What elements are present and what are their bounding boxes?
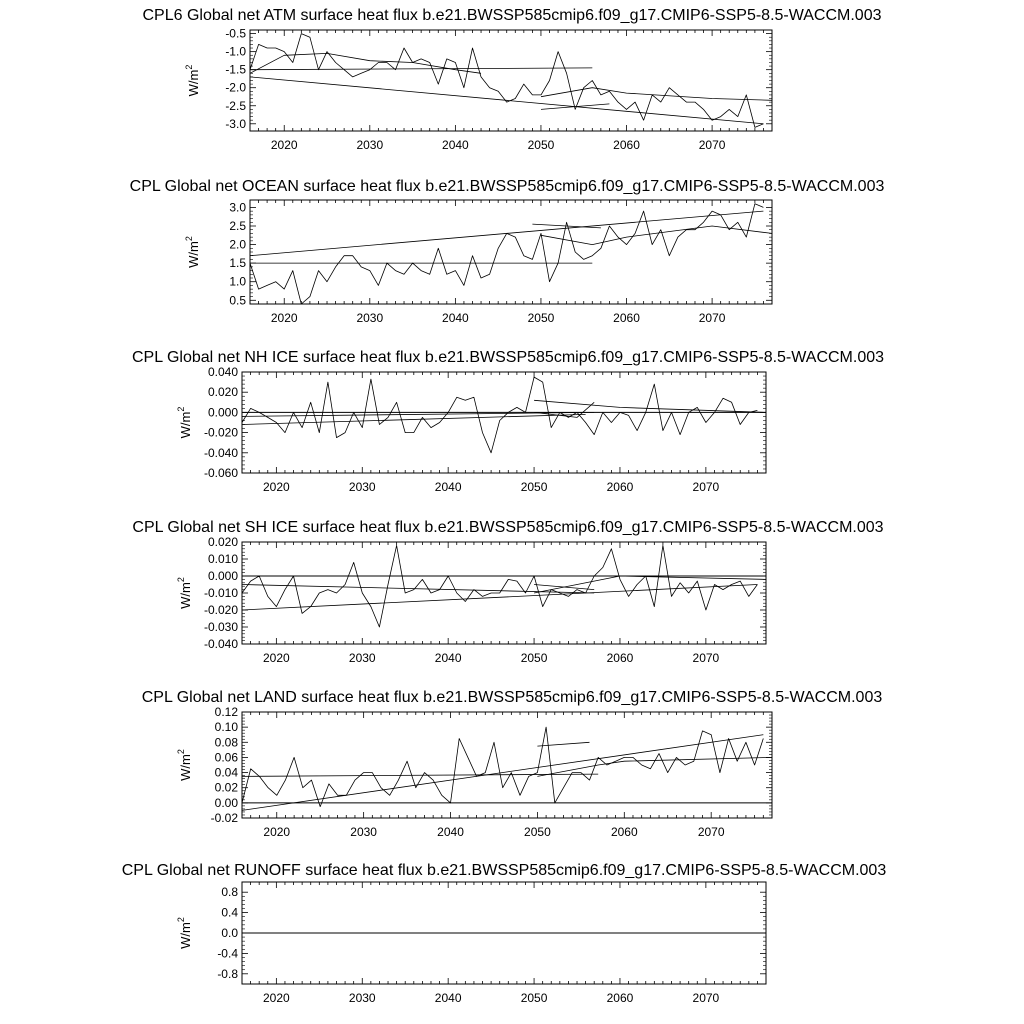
y-tick-label: 0.04 — [214, 765, 238, 780]
x-tick-label: 2050 — [520, 651, 548, 665]
x-tick-label: 2030 — [348, 651, 376, 665]
chart-panel-6 — [122, 862, 887, 1005]
y-axis-label — [176, 917, 193, 949]
y-tick-label: -0.060 — [203, 466, 238, 480]
x-tick-label: 2050 — [520, 991, 548, 1005]
x-tick-label: 2070 — [697, 825, 725, 839]
x-tick-label: 2070 — [692, 991, 720, 1005]
y-axis-label-superscript: 2 — [176, 749, 186, 755]
series-line-2 — [242, 735, 763, 811]
x-tick-label: 2070 — [698, 311, 726, 325]
y-tick-label: -0.4 — [217, 946, 238, 961]
y-tick-label: 2.0 — [229, 237, 246, 252]
y-tick-label: 0.010 — [207, 552, 238, 566]
y-axis-label — [176, 407, 193, 439]
y-tick-label: 0.020 — [207, 385, 238, 400]
y-tick-label: 3.0 — [229, 200, 246, 215]
y-axis-label — [184, 236, 201, 268]
x-tick-label: 2040 — [434, 651, 462, 665]
y-axis-label-unit: W/m — [178, 411, 193, 439]
y-tick-label: -0.02 — [210, 811, 238, 825]
y-axis-label-superscript: 2 — [176, 577, 186, 583]
y-tick-label: -2.0 — [225, 80, 246, 95]
panel-title: CPL Global net OCEAN surface heat flux b.e21.BWSSP585cmip6.f09_g17.CMIP6-SSP5-8.5-WACCM.003 — [129, 178, 885, 195]
y-tick-label: 0.02 — [214, 780, 238, 795]
y-tick-label: -0.040 — [203, 637, 238, 651]
y-tick-label: -3.0 — [225, 116, 246, 131]
y-tick-label: -0.8 — [217, 966, 238, 981]
x-tick-label: 2030 — [350, 825, 377, 839]
y-tick-label: -0.010 — [203, 586, 238, 600]
x-tick-label: 2050 — [527, 311, 555, 325]
chart-panel-5 — [142, 689, 883, 839]
y-axis-label-superscript: 2 — [184, 64, 194, 70]
x-tick-label: 2020 — [263, 825, 291, 839]
y-tick-label: 0.8 — [221, 885, 238, 900]
y-axis-label — [176, 577, 193, 609]
x-tick-label: 2060 — [606, 480, 634, 494]
y-tick-label: 0.000 — [207, 405, 238, 420]
y-axis-label-superscript: 2 — [176, 406, 186, 412]
x-tick-label: 2020 — [263, 651, 290, 665]
y-tick-label: 0.12 — [214, 705, 238, 719]
x-tick-label: 2050 — [520, 480, 548, 494]
series-line-1 — [242, 377, 757, 453]
series-line-2 — [242, 585, 757, 611]
y-tick-label: -0.5 — [225, 26, 246, 41]
y-tick-label: 0.000 — [207, 569, 238, 583]
x-tick-label: 2040 — [434, 991, 462, 1005]
x-tick-label: 2060 — [613, 138, 640, 152]
y-tick-label: -0.030 — [203, 620, 238, 634]
y-tick-label: 0.00 — [214, 795, 238, 810]
x-tick-label: 2040 — [442, 311, 469, 325]
x-tick-label: 2040 — [442, 138, 469, 152]
y-tick-label: -0.020 — [203, 425, 238, 440]
series-line-2 — [250, 53, 481, 73]
x-tick-label: 2020 — [263, 480, 290, 494]
y-tick-label: -2.5 — [225, 98, 246, 113]
y-tick-label: -0.040 — [203, 445, 238, 460]
x-tick-label: 2030 — [356, 311, 384, 325]
y-tick-label: 0.0 — [221, 926, 238, 940]
y-axis-label-unit: W/m — [178, 582, 193, 609]
x-tick-label: 2060 — [606, 991, 634, 1005]
series-line-1 — [242, 727, 763, 807]
y-tick-label: 1.0 — [229, 274, 246, 289]
y-tick-label: 0.06 — [214, 750, 238, 765]
y-tick-label: 0.040 — [207, 365, 238, 379]
series-line-1 — [250, 204, 763, 304]
x-tick-label: 2040 — [434, 480, 462, 494]
y-axis-label-superscript: 2 — [176, 917, 186, 923]
plot-frame — [250, 200, 772, 304]
series-line-3 — [250, 211, 763, 256]
y-axis-label-unit: W/m — [186, 241, 201, 268]
y-tick-label: 0.08 — [214, 735, 238, 750]
y-axis-label — [184, 65, 201, 97]
x-tick-label: 2020 — [270, 138, 298, 152]
series-line-3 — [250, 68, 592, 70]
y-tick-label: 1.5 — [229, 256, 246, 271]
panel-title: CPL Global net NH ICE surface heat flux b.e21.BWSSP585cmip6.f09_g17.CMIP6-SSP5-8.5-WACCM.003 — [131, 349, 885, 366]
series-line-4 — [541, 226, 772, 245]
x-tick-label: 2050 — [527, 138, 555, 152]
series-line-1 — [250, 34, 763, 128]
chart-panel-2 — [130, 178, 885, 325]
x-tick-label: 2050 — [524, 825, 551, 839]
series-line-5 — [537, 742, 589, 746]
x-tick-label: 2030 — [356, 138, 384, 152]
series-line-5 — [534, 585, 594, 590]
panel-title: CPL Global net SH ICE surface heat flux b.e21.BWSSP585cmip6.f09_g17.CMIP6-SSP5-8.5-WACCM.003 — [132, 519, 884, 536]
panel-title: CPL Global net RUNOFF surface heat flux b.e21.BWSSP585cmip6.f09_g17.CMIP6-SSP5-8.5-WACCM.003 — [121, 862, 887, 879]
chart-panel-3 — [132, 349, 884, 494]
y-axis-label-superscript: 2 — [184, 236, 194, 242]
x-tick-label: 2040 — [437, 825, 464, 839]
x-tick-label: 2070 — [692, 480, 720, 494]
chart-panel-1 — [142, 7, 881, 152]
series-line-4 — [250, 77, 763, 124]
plot-frame — [242, 542, 766, 644]
y-axis-label-unit: W/m — [178, 754, 193, 781]
x-tick-label: 2070 — [692, 651, 720, 665]
y-axis-label-unit: W/m — [178, 922, 193, 949]
y-tick-label: -1.5 — [225, 62, 246, 77]
x-tick-label: 2020 — [270, 311, 298, 325]
x-tick-label: 2030 — [348, 480, 376, 494]
x-tick-label: 2070 — [698, 138, 726, 152]
y-tick-label: 2.5 — [229, 219, 246, 233]
chart-panel-4 — [132, 519, 883, 665]
panel-title: CPL Global net LAND surface heat flux b.e21.BWSSP585cmip6.f09_g17.CMIP6-SSP5-8.5-WACCM.003 — [141, 689, 883, 706]
y-tick-label: -1.0 — [225, 44, 246, 59]
y-tick-label: 0.4 — [221, 905, 238, 920]
x-tick-label: 2020 — [263, 991, 290, 1005]
y-tick-label: 0.020 — [207, 535, 238, 549]
y-axis-label-unit: W/m — [186, 69, 201, 97]
x-tick-label: 2030 — [348, 991, 376, 1005]
x-tick-label: 2060 — [613, 311, 640, 325]
x-tick-label: 2060 — [610, 825, 638, 839]
x-tick-label: 2060 — [606, 651, 634, 665]
y-tick-label: -0.020 — [203, 603, 238, 617]
panel-title: CPL6 Global net ATM surface heat flux b.e21.BWSSP585cmip6.f09_g17.CMIP6-SSP5-8.5-WACCM.003 — [142, 7, 882, 24]
y-tick-label: 0.5 — [229, 293, 246, 308]
plot-frame — [250, 30, 772, 131]
y-tick-label: 0.10 — [214, 720, 238, 735]
y-axis-label — [176, 749, 193, 781]
